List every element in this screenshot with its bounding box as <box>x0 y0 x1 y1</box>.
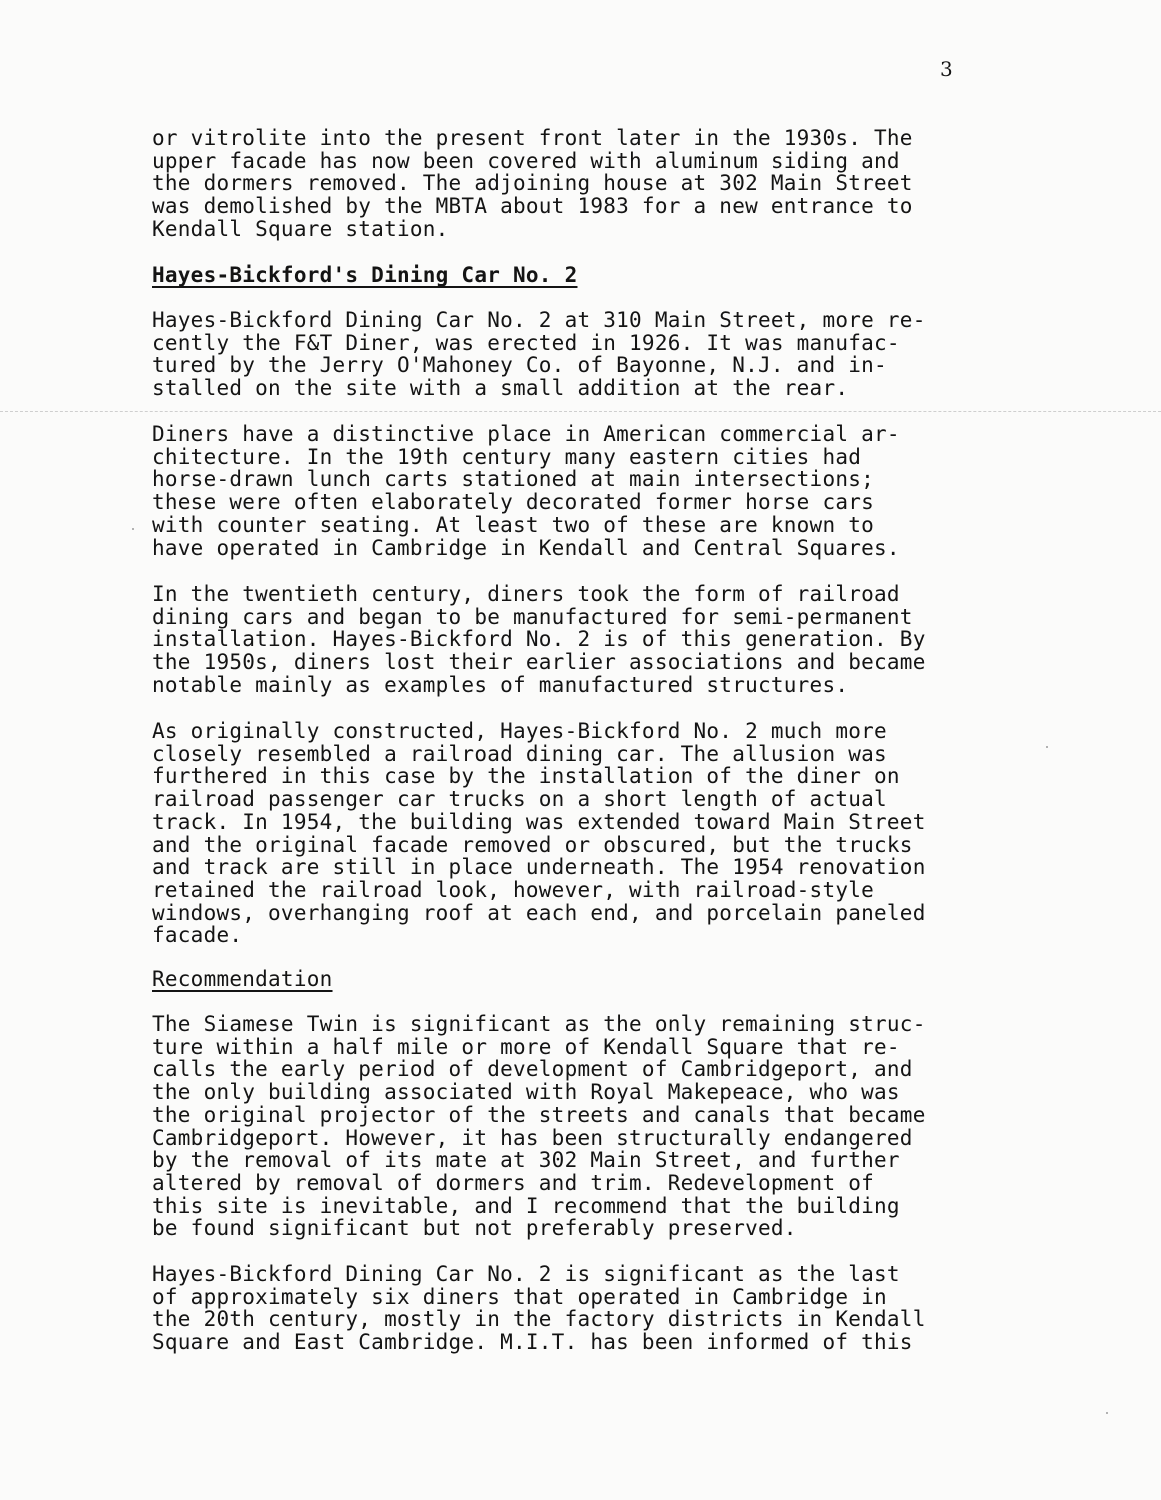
scan-speck <box>1106 1412 1108 1414</box>
page-number: 3 <box>940 57 953 81</box>
paragraph-original-construction: As originally constructed, Hayes-Bickford No. 2 much more closely resembled a railroad dining car. The allusion was furthered in this case by the installation of the diner on railroad passenger car trucks on a short length of actual track. In 1954, the building was extended toward Main Street and the original facade removed or obscured, but the trucks and track are still in place underneath. The 1954 renovation retained the railroad look, however, with railroad-style windows, overhanging roof at each end, and porcelain paneled facade. <box>152 719 926 948</box>
intro-paragraph: or vitrolite into the present front later in the 1930s. The upper facade has now been covered with aluminum siding and the dormers removed. The adjoining house at 302 Main Street was demolished by the MBTA about 1983 for a new entrance to Kendall Square station. <box>152 126 913 241</box>
paragraph-diners-architecture: Diners have a distinctive place in American commercial ar- chitecture. In the 19th century many eastern cities had horse-drawn lunch carts stationed at main intersections; these were often elaborately decorated former horse cars with counter seating. At least two of these are known to have operated in Cambridge in Kendall and Central Squares. <box>152 422 900 560</box>
paragraph-siamese-twin: The Siamese Twin is significant as the only remaining struc- ture within a half mile or more of Kendall Square that re- calls the early period of development of Cambridgeport, and the only building associated with Royal Makepeace, who was the original projector of the streets and canals that became Cambridgeport. However, it has been structurally endangered by the removal of its mate at 302 Main Street, and further altered by removal of dormers and trim. Redevelopment of this site is inevitable, and I recommend that the building be found significant but not preferably preserved. <box>152 1012 926 1241</box>
recommendation-heading: Recommendation <box>152 967 333 991</box>
paragraph-twentieth-century: In the twentieth century, diners took the form of railroad dining cars and began to be manufactured for semi-permanent installation. Hayes-Bickford No. 2 is of this generation. By the 1950s, diners lost their earlier associations and became notable mainly as examples of manufactured structures. <box>152 582 926 697</box>
paragraph-history: Hayes-Bickford Dining Car No. 2 at 310 Main Street, more re- cently the F&T Diner, was erected in 1926. It was manufac- tured by the Jerry O'Mahoney Co. of Bayonne, N.J. and in- stalled on the site with a small addition at the rear. <box>152 308 926 401</box>
scan-speck <box>132 528 134 530</box>
paragraph-dining-car-significance: Hayes-Bickford Dining Car No. 2 is significant as the last of approximately six diners that operated in Cambridge in the 20th century, mostly in the factory districts in Kendall Square and East Cambridge. M.I.T. has been informed of this <box>152 1262 926 1355</box>
section-heading: Hayes-Bickford's Dining Car No. 2 <box>152 263 578 287</box>
scan-artifact-line <box>0 411 1161 412</box>
scan-speck <box>1046 746 1048 748</box>
